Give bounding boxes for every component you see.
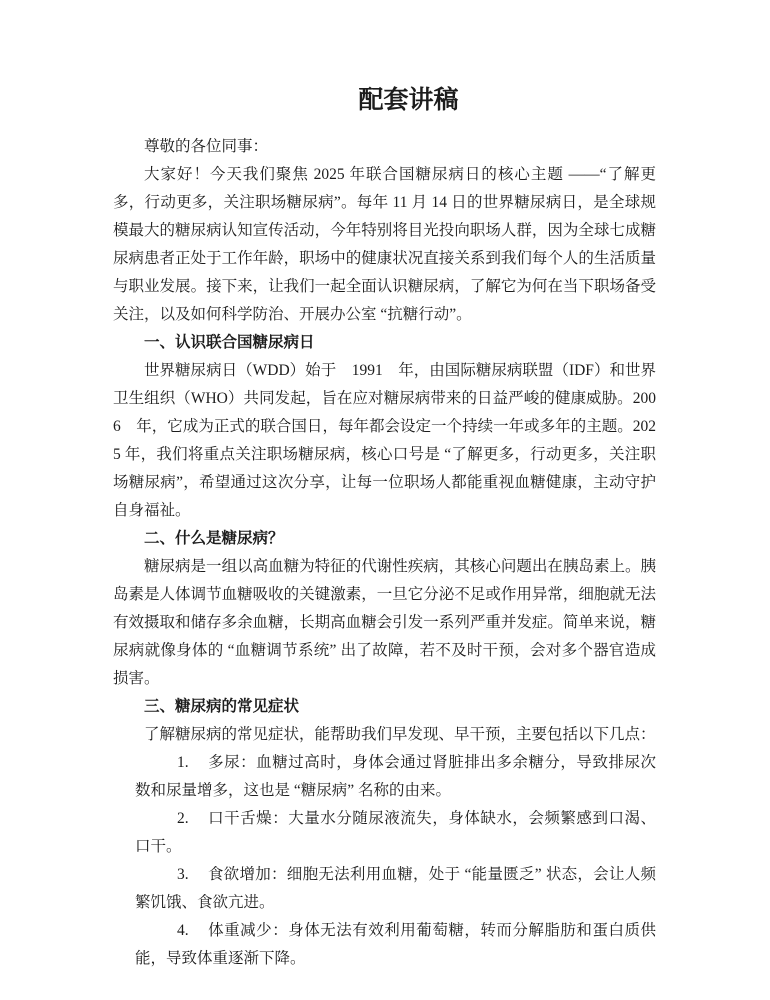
symptom-item-number: 1. bbox=[177, 754, 189, 771]
section-2-heading: 二、什么是糖尿病？ bbox=[144, 530, 284, 547]
section-1-heading: 一、认识联合国糖尿病日 bbox=[144, 334, 315, 351]
symptom-item-weight-loss bbox=[113, 917, 656, 973]
symptom-item-number: 2. bbox=[177, 810, 189, 827]
symptom-item-text: 体重减少：身体无法有效利用葡萄糖，转而分解脂肪和蛋白质供能，导致体重逐渐下降。 bbox=[135, 922, 656, 967]
section-3-heading: 三、糖尿病的常见症状 bbox=[144, 698, 300, 715]
symptom-item-text: 食欲增加：细胞无法利用血糖，处于 “能量匮乏” 状态，会让人频繁饥饿、食欲亢进。 bbox=[135, 866, 656, 911]
symptom-item-text: 多尿：血糖过高时，身体会通过肾脏排出多余糖分，导致排尿次数和尿量增多，这也是 “糖尿病” 名称的由来。 bbox=[135, 754, 656, 799]
salutation: 尊敬的各位同事： bbox=[144, 138, 269, 155]
symptom-item-number: 4. bbox=[177, 922, 189, 939]
symptom-item-dry-mouth bbox=[113, 805, 656, 861]
symptom-item-polyuria bbox=[113, 749, 656, 805]
intro-paragraph: 大家好！今天我们聚焦 2025 年联合国糖尿病日的核心主题 ——“了解更多，行动更多，关注职场糖尿病”。每年 11 月 14 日的世界糖尿病日，是全球规模最大的糖尿病认知宣传活动，今年特别将目光投向职场人群，因为全球七成糖尿病患者正处于工作年龄，职场中的健康状况直接关系到我们每个人的生活质量与职业发展。接下来，让我们一起全面认识糖尿病，了解它为何在当下职场备受关注，以及如何科学防治、开展办公室 “抗糖行动”。 bbox=[113, 166, 656, 323]
document-title: 配套讲稿 bbox=[358, 87, 459, 114]
symptom-item-number: 3. bbox=[177, 866, 189, 883]
section-1-body: 世界糖尿病日（WDD）始于 1991 年，由国际糖尿病联盟（IDF）和世界卫生组织（WHO）共同发起，旨在应对糖尿病带来的日益严峻的健康威胁。2006 年，它成为正式的联合国日，每年都会设定一个持续一年或多年的主题。2025 年，我们将重点关注职场糖尿病，核心口号是 “了解更多，行动更多，关注职场糖尿病”，希望通过这次分享，让每一位职场人都能重视血糖健康，主动守护自身福祉。 bbox=[113, 362, 656, 519]
section-3-body: 了解糖尿病的常见症状，能帮助我们早发现、早干预，主要包括以下几点： bbox=[144, 726, 656, 743]
section-2-body: 糖尿病是一组以高血糖为特征的代谢性疾病，其核心问题出在胰岛素上。胰岛素是人体调节血糖吸收的关键激素，一旦它分泌不足或作用异常，细胞就无法有效摄取和储存多余血糖，长期高血糖会引发一系列严重并发症。简单来说，糖尿病就像身体的 “血糖调节系统” 出了故障，若不及时干预，会对多个器官造成损害。 bbox=[113, 558, 656, 687]
symptom-item-increased-appetite bbox=[113, 861, 656, 917]
symptom-item-text: 口干舌燥：大量水分随尿液流失，身体缺水，会频繁感到口渴、口干。 bbox=[135, 810, 656, 855]
